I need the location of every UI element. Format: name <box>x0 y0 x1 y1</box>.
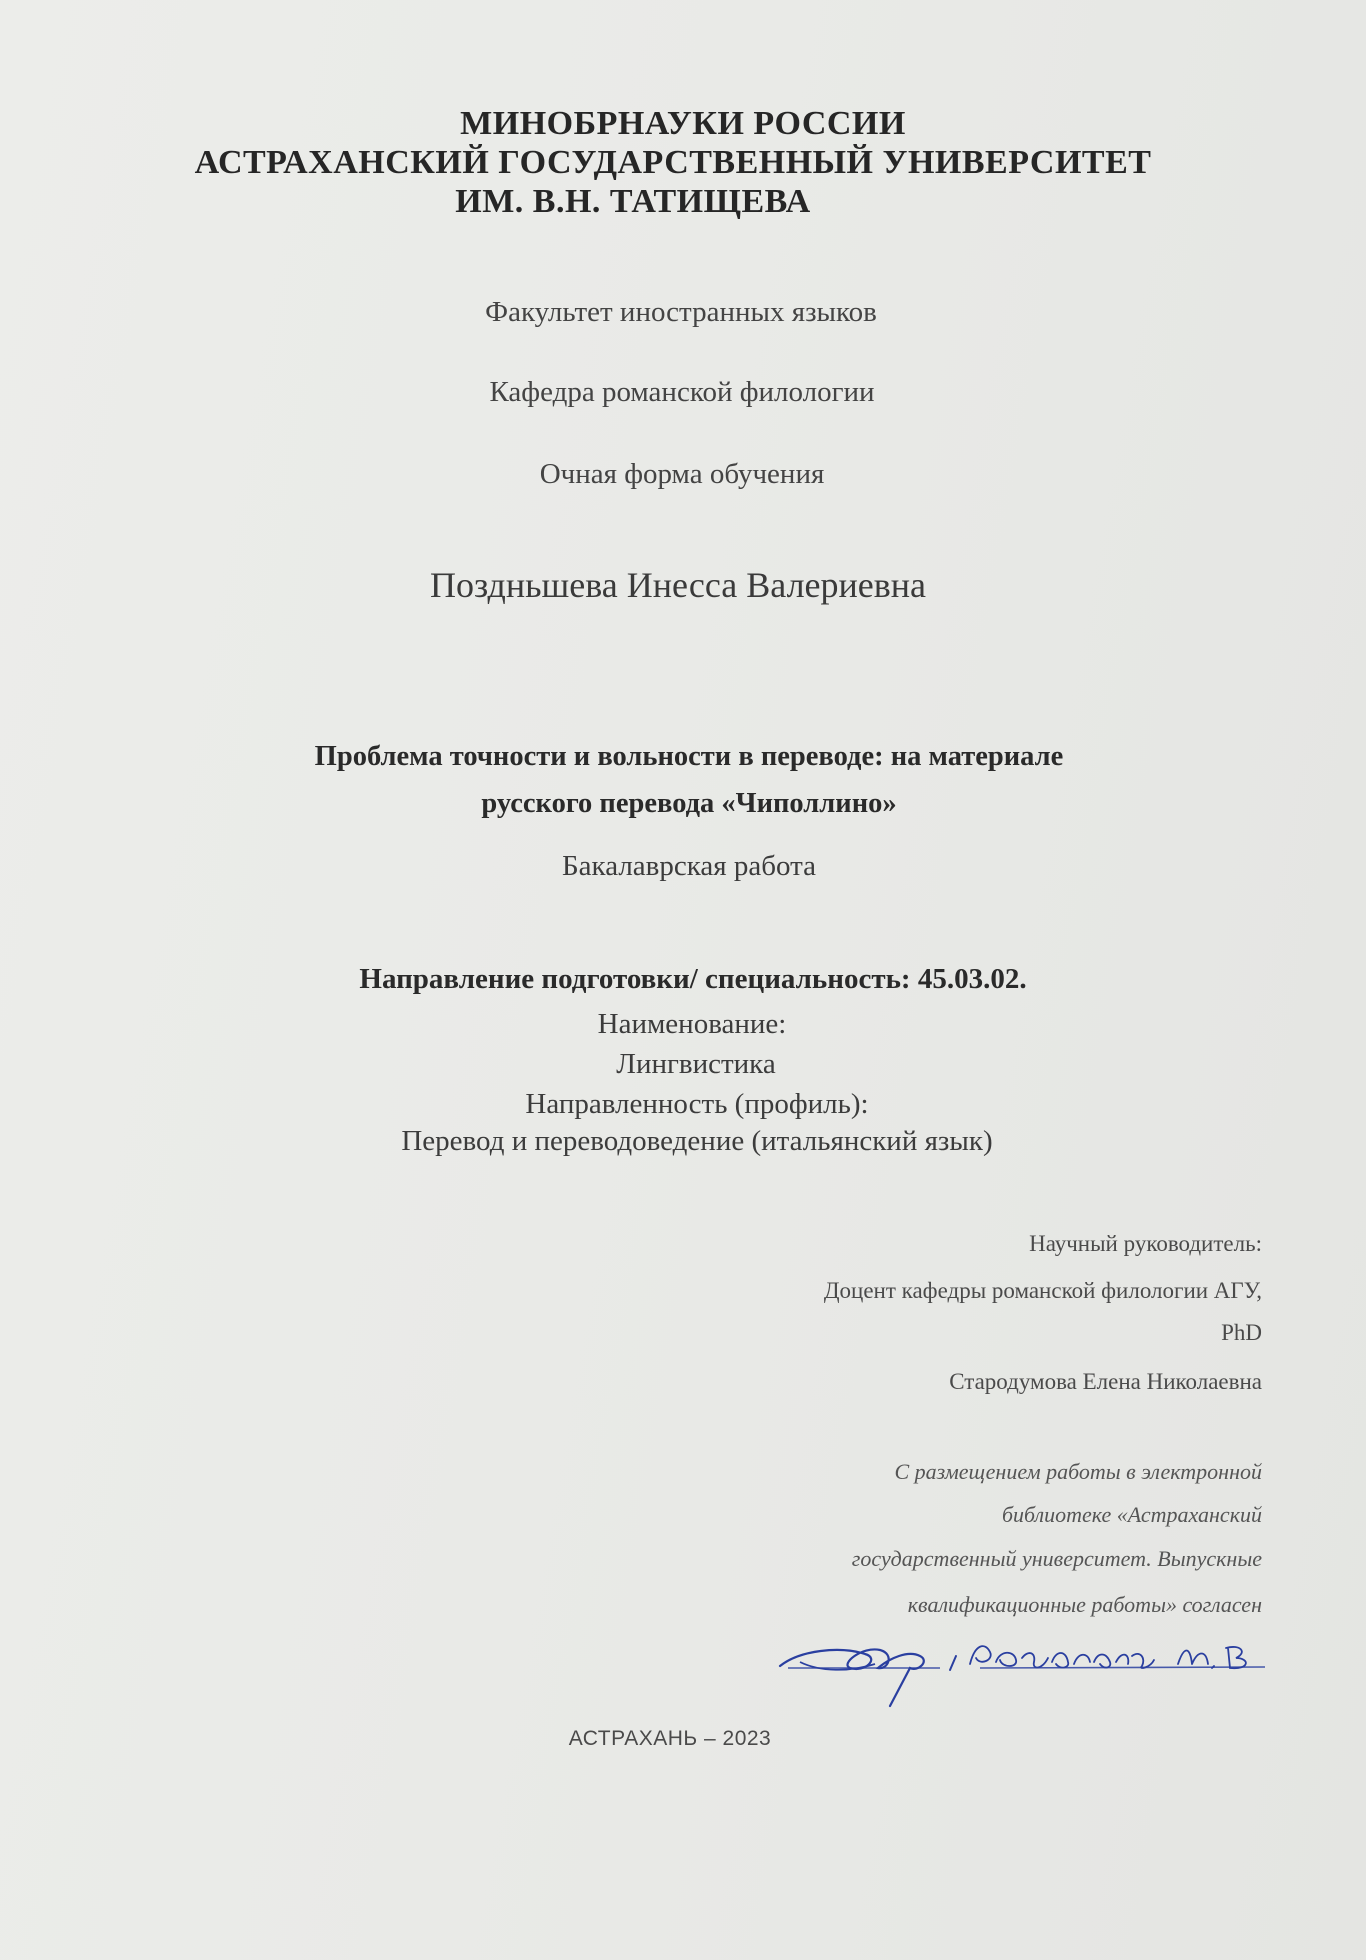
supervisor-label: Научный руководитель: <box>1029 1231 1262 1256</box>
supervisor-name: Стародумова Елена Николаевна <box>949 1369 1262 1394</box>
study-form: Очная форма обучения <box>539 458 825 490</box>
work-title-line2: русского перевода «Чиполлино» <box>481 788 897 819</box>
consent-line4: квалификационные работы» согласен <box>907 1592 1262 1617</box>
profile-label: Направленность (профиль): <box>525 1088 869 1120</box>
author-name: Поздньшева Инесса Валериевна <box>429 565 927 605</box>
consent-line1: С размещением работы в электронной <box>894 1459 1262 1484</box>
specialty-name-label: Наименование: <box>597 1008 787 1040</box>
university-name-heading: ИМ. В.Н. ТАТИЩЕВА <box>455 183 811 220</box>
handwritten-signature <box>770 1628 1270 1718</box>
university-heading: АСТРАХАНСКИЙ ГОСУДАРСТВЕННЫЙ УНИВЕРСИТЕТ <box>194 144 1152 181</box>
city-year-footer: АСТРАХАНЬ – 2023 <box>568 1727 772 1750</box>
specialty-name-value: Лингвистика <box>616 1048 776 1080</box>
consent-line3: государственный университет. Выпускные <box>851 1546 1262 1571</box>
department-name: Кафедра романской филологии <box>489 376 875 408</box>
work-type: Бакалаврская работа <box>562 850 816 882</box>
ministry-heading: МИНОБРНАУКИ РОССИИ <box>460 105 906 142</box>
work-title-line1: Проблема точности и вольности в переводе: на материале <box>314 741 1064 772</box>
faculty-name: Факультет иностранных языков <box>485 296 877 328</box>
profile-value: Перевод и переводоведение (итальянский язык) <box>401 1125 993 1157</box>
specialty-code: Направление подготовки/ специальность: 45.03.02. <box>359 963 1027 995</box>
supervisor-degree: PhD <box>1221 1320 1262 1345</box>
supervisor-position: Доцент кафедры романской филологии АГУ, <box>823 1278 1262 1303</box>
consent-line2: библиотеке «Астраханский <box>1001 1502 1262 1527</box>
